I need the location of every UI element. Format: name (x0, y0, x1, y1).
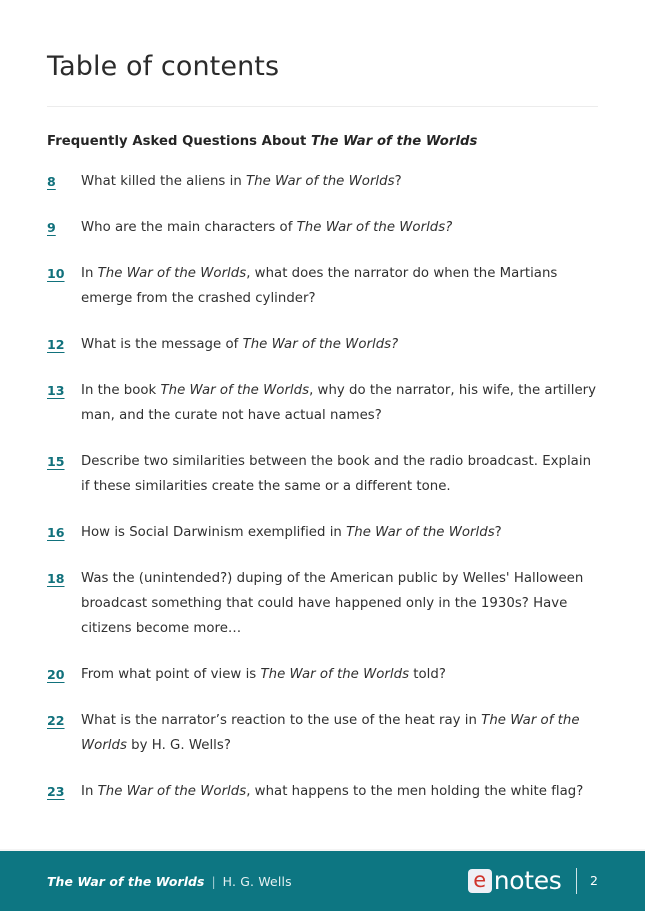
toc-entry[interactable] (47, 566, 598, 641)
toc-entry-book-title: The War of the Worlds (97, 266, 247, 282)
footer-branding (468, 865, 598, 895)
enotes-logo[interactable] (468, 865, 562, 895)
toc-entry-page-number[interactable]: 23 (47, 784, 65, 800)
toc-entry-book-title: The War of the Worlds (81, 713, 580, 754)
toc-entry-book-title: The War of the Worlds (97, 784, 247, 800)
page-footer (0, 849, 645, 911)
toc-entry-text: , what happens to the men holding the white flag? (246, 784, 584, 800)
toc-entry-text: In (81, 784, 98, 800)
toc-entry-question[interactable] (81, 261, 598, 311)
toc-entry[interactable] (47, 215, 598, 240)
toc-entry[interactable] (47, 708, 598, 758)
toc-entry-text: What killed the aliens in (81, 174, 247, 190)
toc-entry-text: How is Social Darwinism exemplified in (81, 525, 347, 541)
toc-entry[interactable] (47, 378, 598, 428)
table-of-contents-list (47, 169, 598, 804)
section-heading-prefix: Frequently Asked Questions About (47, 134, 311, 150)
toc-entry-question[interactable] (81, 708, 598, 758)
toc-entry-text: , what does the narrator do when the Martians emerge from the crashed cylinder? (81, 266, 558, 307)
section-heading (47, 133, 598, 151)
enotes-wordmark: notes (493, 865, 562, 895)
footer-author: H. G. Wells (222, 873, 292, 889)
toc-entry-page-number[interactable]: 8 (47, 174, 56, 190)
footer-book-title: The War of the Worlds (47, 873, 205, 889)
toc-entry-question[interactable] (81, 169, 598, 194)
toc-entry-text: What is the narrator’s reaction to the use of the heat ray in (81, 713, 482, 729)
toc-entry-book-title: The War of the Worlds (260, 667, 410, 683)
toc-entry-book-title: The War of the Worlds (160, 383, 310, 399)
toc-entry-question[interactable] (81, 662, 598, 687)
toc-entry-question[interactable] (81, 215, 598, 240)
toc-entry-question[interactable] (81, 520, 598, 545)
toc-entry-book-title: The War of the Worlds (346, 525, 495, 541)
toc-entry-page-number[interactable]: 9 (47, 220, 56, 236)
page-title: Table of contents (47, 51, 280, 82)
toc-entry-page-number[interactable]: 10 (47, 266, 65, 282)
toc-entry-text: , why do the narrator, his wife, the artillery man, and the curate not have actual names? (81, 383, 597, 424)
toc-entry-text: ? (494, 525, 502, 541)
toc-entry[interactable] (47, 449, 598, 499)
toc-entry-text: ? (394, 174, 402, 190)
toc-entry-page-number[interactable]: 13 (47, 383, 65, 399)
toc-entry[interactable] (47, 332, 598, 357)
toc-entry[interactable] (47, 169, 598, 194)
title-divider (47, 106, 598, 107)
toc-entry-text: In (81, 266, 98, 282)
toc-entry-book-title: The War of the Worlds (246, 174, 395, 190)
toc-entry-text: by H. G. Wells? (126, 738, 231, 754)
toc-entry-book-title: The War of the Worlds? (296, 220, 453, 236)
footer-divider (576, 868, 578, 894)
toc-entry-text: told? (409, 667, 446, 683)
toc-entry-page-number[interactable]: 22 (47, 713, 65, 729)
toc-entry-page-number[interactable]: 18 (47, 571, 65, 587)
enotes-e-icon: e (468, 869, 492, 893)
toc-entry-page-number[interactable]: 20 (47, 667, 65, 683)
toc-entry-question[interactable] (81, 378, 598, 428)
toc-entry-question[interactable] (81, 566, 598, 641)
toc-entry[interactable] (47, 520, 598, 545)
toc-entry-text: Describe two similarities between the book and the radio broadcast. Explain if these similarities create the same or a different tone. (81, 454, 592, 495)
toc-entry-page-number[interactable]: 16 (47, 525, 65, 541)
section-heading-book-title: The War of the Worlds (310, 134, 478, 150)
toc-entry-question[interactable] (81, 779, 598, 804)
toc-entry-page-number[interactable]: 12 (47, 337, 65, 353)
footer-page-number: 2 (590, 872, 598, 888)
toc-entry[interactable] (47, 662, 598, 687)
toc-entry-text: From what point of view is (81, 667, 261, 683)
toc-entry-page-number[interactable]: 15 (47, 454, 65, 470)
toc-entry-text: What is the message of (81, 337, 243, 353)
toc-entry-text: Was the (unintended?) duping of the American public by Welles' Halloween broadcast something that could have happened only in the 1930s? Have citizens become more… (81, 571, 584, 637)
toc-entry-book-title: The War of the Worlds? (242, 337, 399, 353)
toc-entry-question[interactable] (81, 449, 598, 499)
footer-citation (47, 874, 292, 889)
toc-entry-text: Who are the main characters of (81, 220, 297, 236)
toc-entry[interactable] (47, 779, 598, 804)
toc-entry[interactable] (47, 261, 598, 311)
toc-entry-text: In the book (81, 383, 161, 399)
toc-entry-question[interactable] (81, 332, 598, 357)
footer-separator: | (211, 873, 216, 889)
